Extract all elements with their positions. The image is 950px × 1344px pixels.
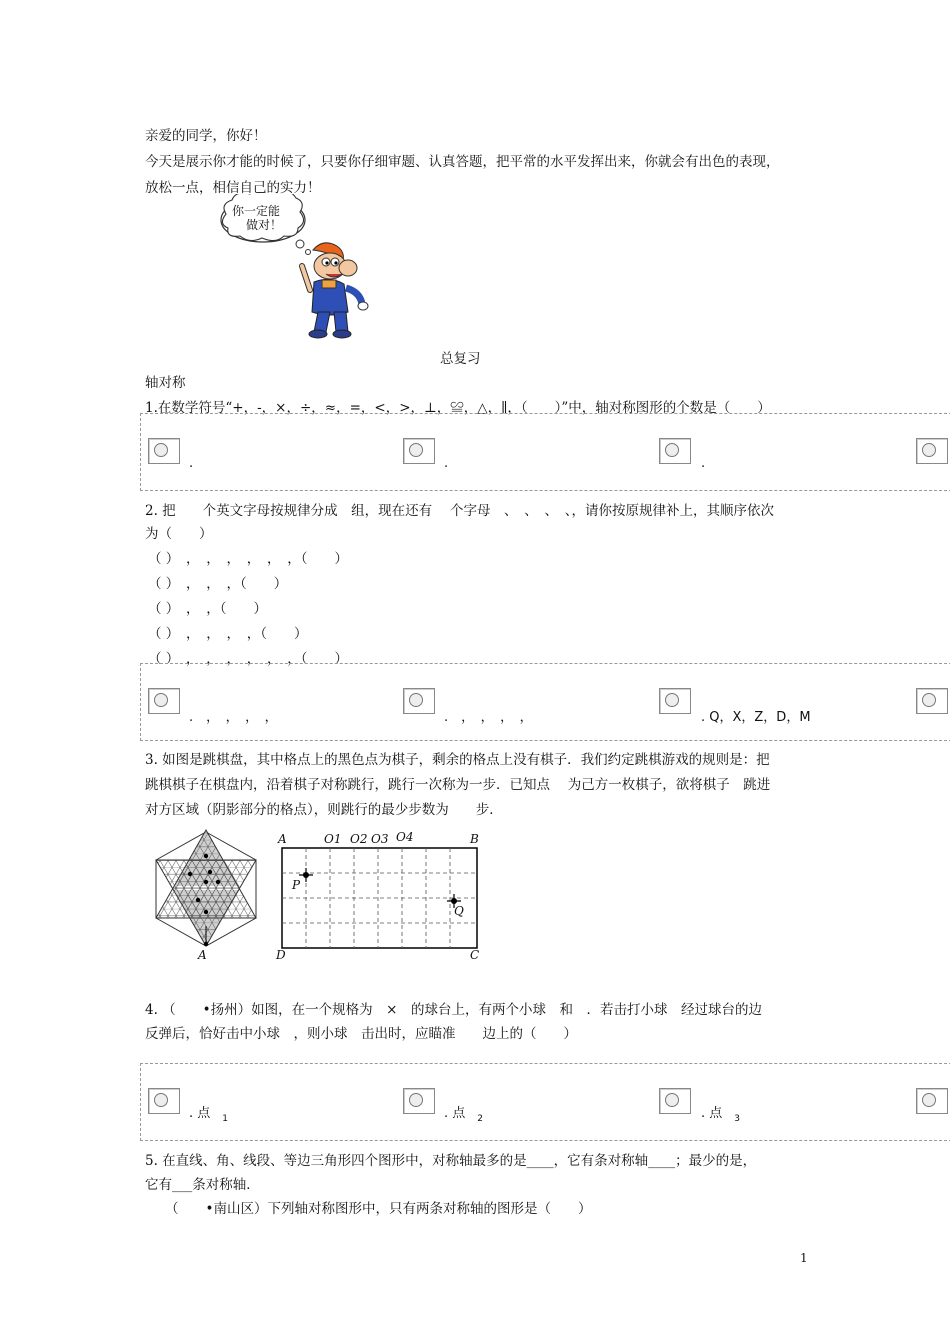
o-label-2: O2: [350, 832, 368, 846]
question-2-options: [140, 663, 950, 741]
option-c-radio[interactable]: [659, 688, 691, 714]
o-label-4: O4: [396, 830, 414, 844]
question-2-row: （ ） ， ， ， ， ， ，（ ）: [148, 651, 349, 667]
option-a-text: .: [189, 456, 194, 471]
corner-label-d: D: [276, 948, 286, 962]
o-label-1: O1: [324, 832, 342, 846]
question-3-text-3: 对方区域（阴影部分的格点），则跳行的最少步数为 步．: [145, 802, 503, 818]
question-3-text-2: 跳棋棋子在棋盘内，沿着棋子对称跳行，跳行一次称为一步．已知点 为己方一枚棋子，欲将棋子 跳进: [145, 777, 771, 793]
question-2-row: （ ） ， ， ， ， ， ，（ ）: [148, 551, 349, 567]
option-d-radio[interactable]: [916, 688, 948, 714]
option-b-radio[interactable]: [403, 438, 435, 464]
option-b-text: .: [444, 456, 449, 471]
question-2-text: 2. 把 个英文字母按规律分成 组，现在还有 个字母 、 、 、 、，请你按原规律补上，其顺序依次: [145, 503, 774, 519]
option-b-text: . ， ， ， ，: [444, 710, 533, 725]
point-label-q: Q: [454, 904, 464, 918]
corner-label-b: B: [470, 832, 479, 846]
question-4-text: 4. （ •扬州）如图，在一个规格为 × 的球台上，有两个小球 和 ．若击打小球 经过球台的边: [145, 1002, 762, 1018]
option-c-radio[interactable]: [659, 438, 691, 464]
option-d-radio[interactable]: [916, 1088, 948, 1114]
corner-label-a: A: [278, 832, 287, 846]
question-2-text-2: 为（ ）: [145, 526, 213, 542]
greeting-line-1: 亲爱的同学，你好！: [145, 128, 267, 144]
question-2-row: （ ） ， ，（ ）: [148, 601, 268, 617]
page-title: 总复习: [440, 351, 481, 367]
option-a-text: . 点 $_1$: [189, 1106, 228, 1124]
option-b-text: . 点 $_2$: [444, 1106, 483, 1124]
greeting-line-2: 今天是展示你才能的时候了，只要你仔细审题、认真答题，把平常的水平发挥出来，你就会有出色的表现，: [145, 154, 780, 170]
option-b-radio[interactable]: [403, 688, 435, 714]
option-c-text: .: [701, 456, 706, 471]
question-3-text: 3. 如图是跳棋盘，其中格点上的黑色点为棋子，剩余的格点上没有棋子．我们约定跳棋游戏的规则是：把: [145, 752, 770, 768]
greeting-line-3: 放松一点，相信自己的实力！: [145, 180, 321, 196]
o-label-3: O3: [371, 832, 389, 846]
bubble-text-1: 你一定能: [232, 204, 281, 218]
option-c-text: . 点 $_3$: [701, 1106, 740, 1124]
option-d-radio[interactable]: [916, 438, 948, 464]
option-a-radio[interactable]: [148, 438, 180, 464]
option-a-radio[interactable]: [148, 688, 180, 714]
corner-label-c: C: [470, 948, 480, 962]
question-2-row: （ ） ， ， ， ，（ ）: [148, 626, 308, 642]
page-number: 1: [800, 1251, 808, 1265]
question-5-text-2: 它有___条对称轴．: [145, 1177, 260, 1193]
section-heading: 轴对称: [145, 375, 186, 391]
question-6-text: （ •南山区）下列轴对称图形中，只有两条对称轴的图形是（ ）: [165, 1201, 592, 1217]
option-c-text: . Q，X，Z，D，M: [701, 710, 811, 725]
bubble-text-2: 做对！: [246, 218, 283, 232]
option-b-radio[interactable]: [403, 1088, 435, 1114]
question-2-row: （ ） ， ， ，（ ）: [148, 576, 288, 592]
option-c-radio[interactable]: [659, 1088, 691, 1114]
question-1-text: 1.在数学符号“+，-，×，÷，≈，=，<，>，⊥，≌，△，∥，（ ）”中，轴对称图形的个数是（ ）: [145, 400, 771, 416]
cartoon-mascot: [218, 194, 378, 344]
option-a-radio[interactable]: [148, 1088, 180, 1114]
option-a-text: . ， ， ， ，: [189, 710, 278, 725]
question-4-text-2: 反弹后，恰好击中小球 ，则小球 击出时，应瞄准 边上的（ ）: [145, 1026, 577, 1042]
chinese-checkers-board-figure: [148, 826, 264, 964]
question-1-options: [140, 413, 950, 491]
question-5-text: 5. 在直线、角、线段、等边三角形四个图形中，对称轴最多的是____，它有条对称轴____；最少的是，: [145, 1153, 757, 1169]
figure-label-a: A: [198, 948, 207, 962]
point-label-p: P: [292, 878, 301, 892]
question-4-options: [140, 1063, 950, 1141]
grid-board-figure: [272, 830, 490, 966]
